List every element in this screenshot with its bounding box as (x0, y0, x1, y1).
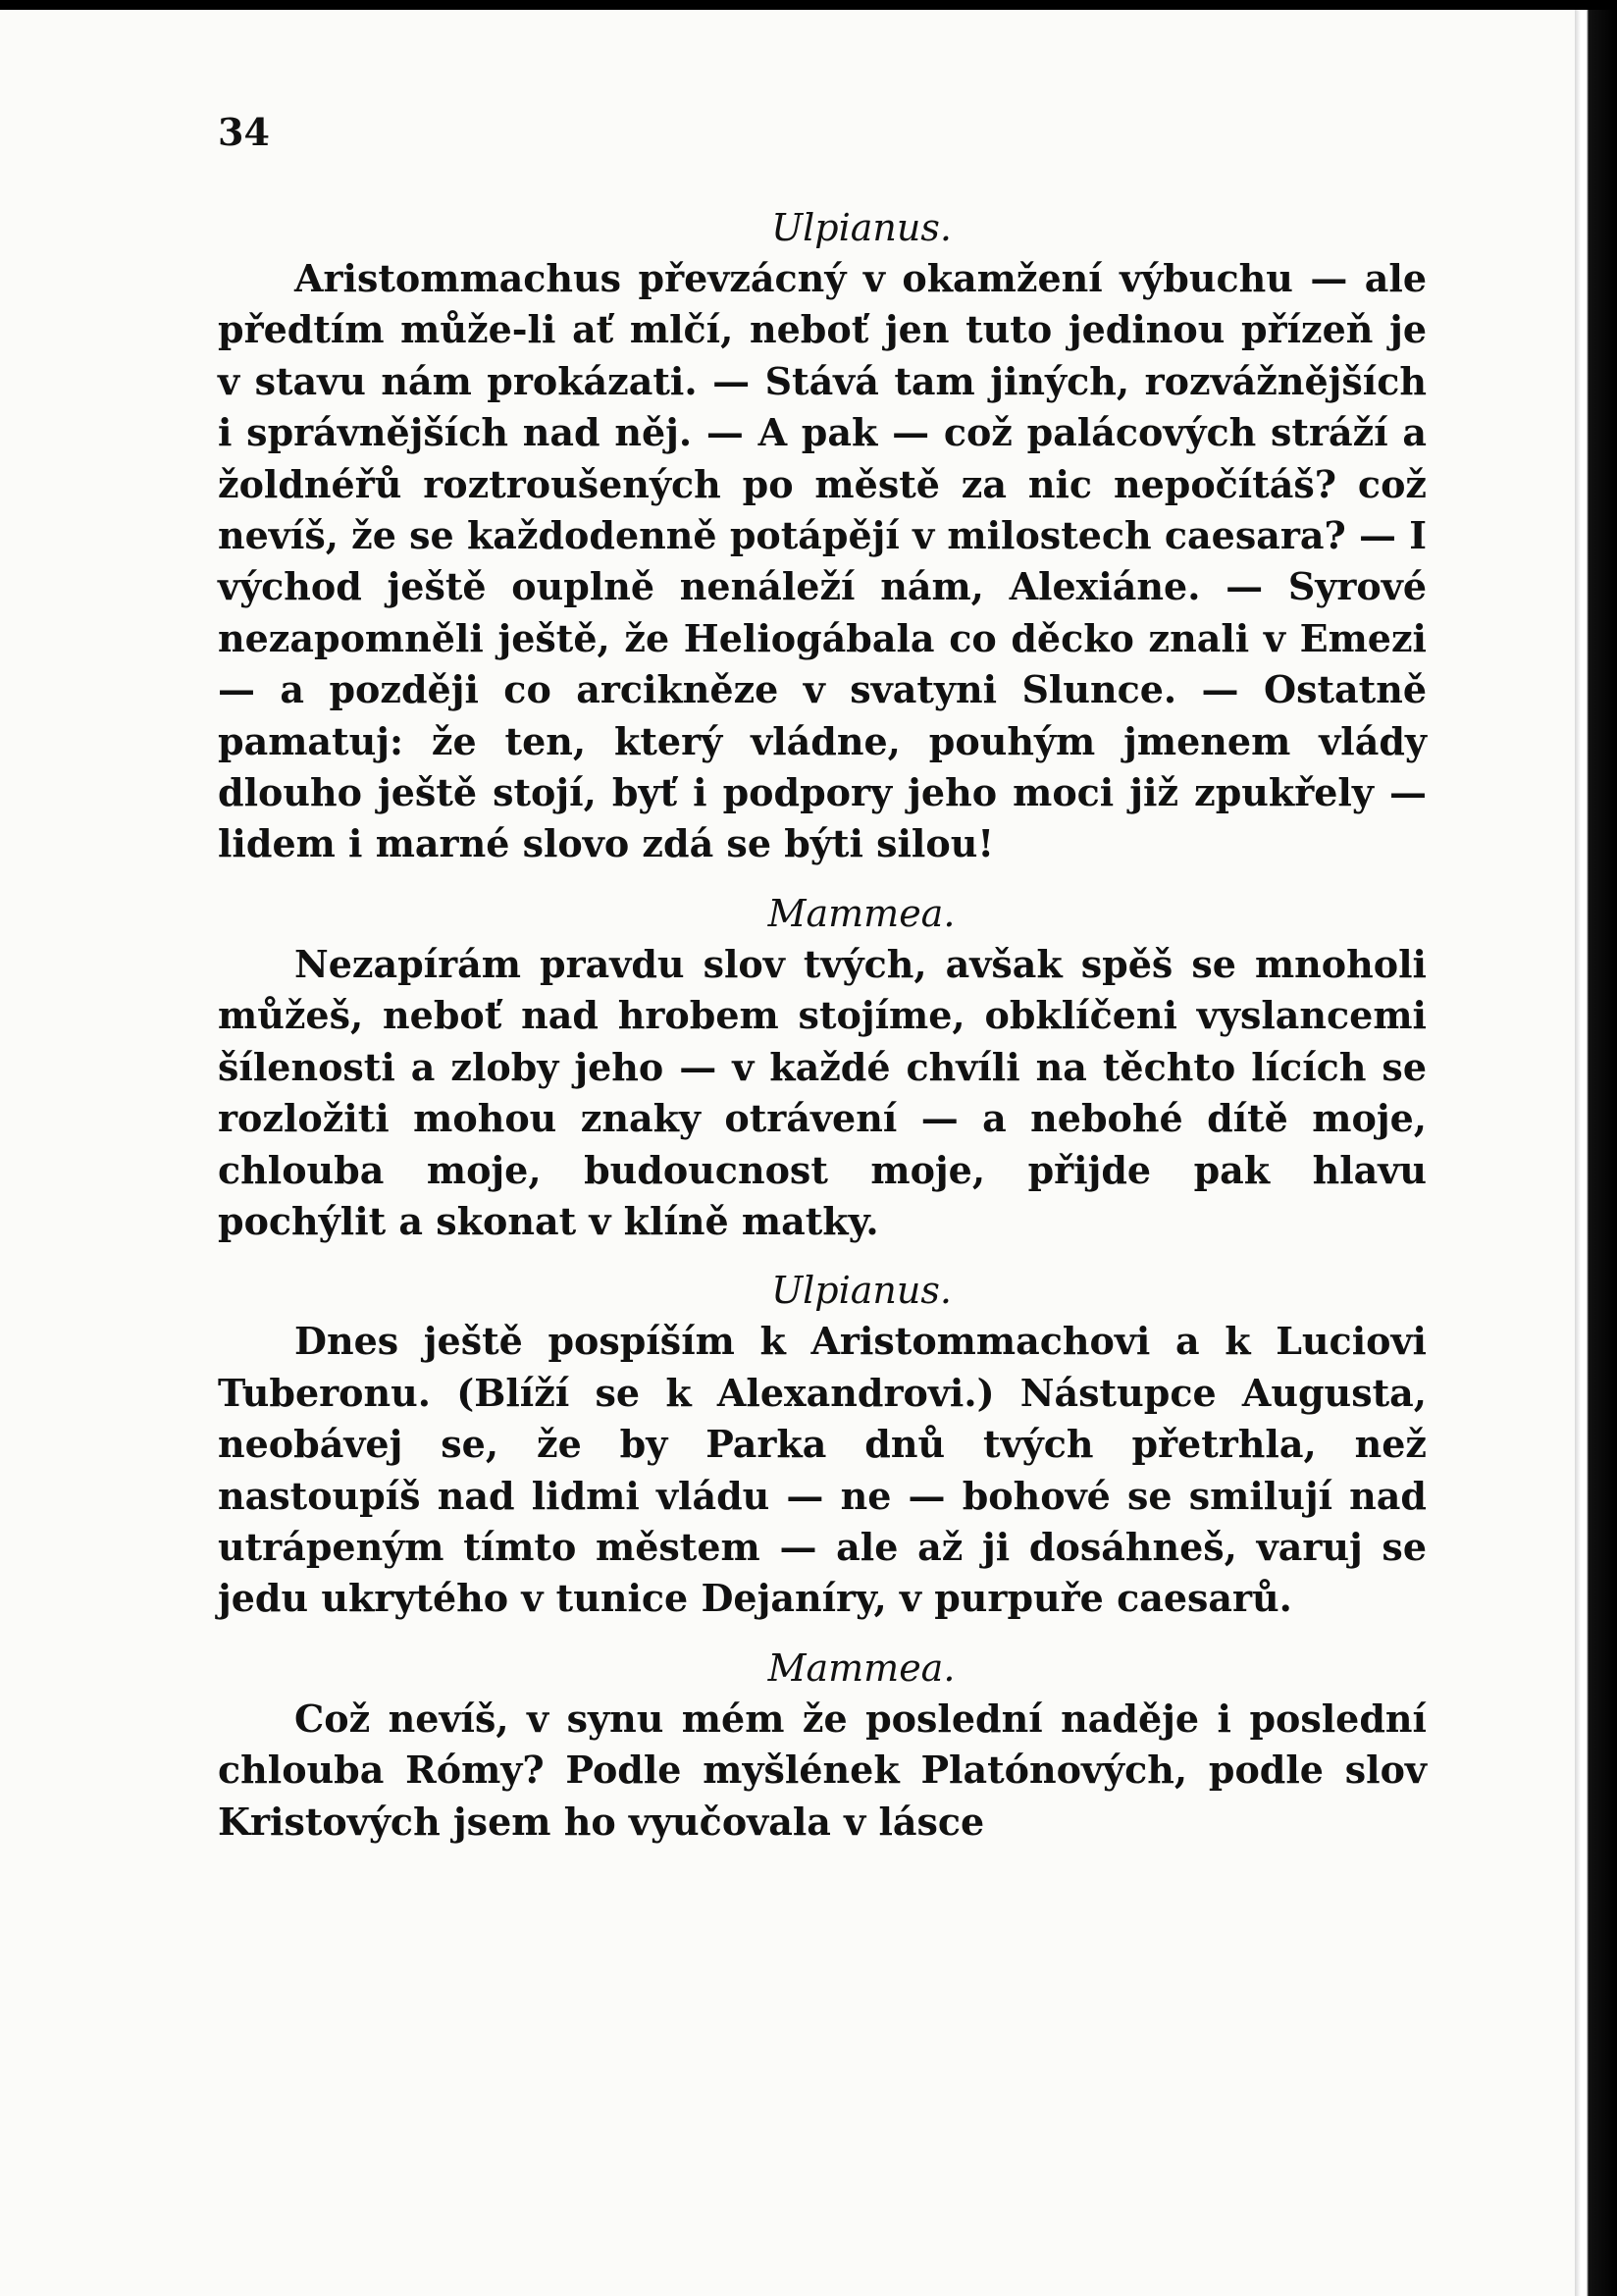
speech-paragraph: Dnes ještě pospíším k Aristommachovi a k Luciovi Tuberonu. (Blíží se k Alexandrovi.) Nástupce Augusta, neobávej se, že by Parka dnů tvých přetrhla, než nastoupíš nad lidmi vládu — ne — bohové se smilují nad utrápeným tímto městem — ale až ji dosáhneš, varuj se jedu ukrytého v tunice Dejaníry, v purpuře caesarů. (218, 1319, 1427, 1621)
speaker-name: Ulpianus. (771, 1269, 952, 1313)
speech-paragraph: Nezapírám pravdu slov tvých, avšak spěš se mnoholi můžeš, neboť nad hrobem stojíme, obklíčeni vyslancemi šílenosti a zloby jeho — v každé chvíli na těchto lících se rozložiti mohou znaky otrávení — a nebohé dítě moje, chlouba moje, budoucnost moje, přijde pak hlavu pochýlit a skonat v klíně matky. (218, 941, 1427, 1243)
speech-paragraph: Což nevíš, v synu mém že poslední naděje i poslední chlouba Rómy? Podle myšlének Platónových, podle slov Kristových jsem ho vyučovala v lásce (218, 1696, 1427, 1844)
speaker-name: Mammea. (767, 1645, 956, 1690)
speaker-name: Mammea. (767, 891, 956, 935)
speech-paragraph: Aristommachus převzácný v okamžení výbuchu — ale předtím může-li ať mlčí, neboť jen tuto jedinou přízeň je v stavu nám prokázati. — Stává tam jiných, rozvážnějších i správnějších nad něj. — A pak — což palácových stráží a žoldnéřů roztroušených po městě za nic nepočítáš? což nevíš, že se každodenně potápějí v milostech caesara? — I východ ještě ouplně nenáleží nám, Alexiáne. — Syrové nezapomněli ještě, že Heliogábala co děcko znali v Emezi — a později co arcikněze v svatyni Slunce. — Ostatně pamatuj: že ten, který vládne, pouhým jmenem vlády dlouho ještě stojí, byť i podpory jeho moci již zpukřely — lidem i marné slovo zdá se býti silou! (218, 256, 1428, 866)
page-content (218, 108, 1427, 1865)
page-number: 34 (218, 110, 270, 154)
page-edge (1575, 10, 1617, 2296)
speaker-name: Ulpianus. (771, 206, 952, 249)
